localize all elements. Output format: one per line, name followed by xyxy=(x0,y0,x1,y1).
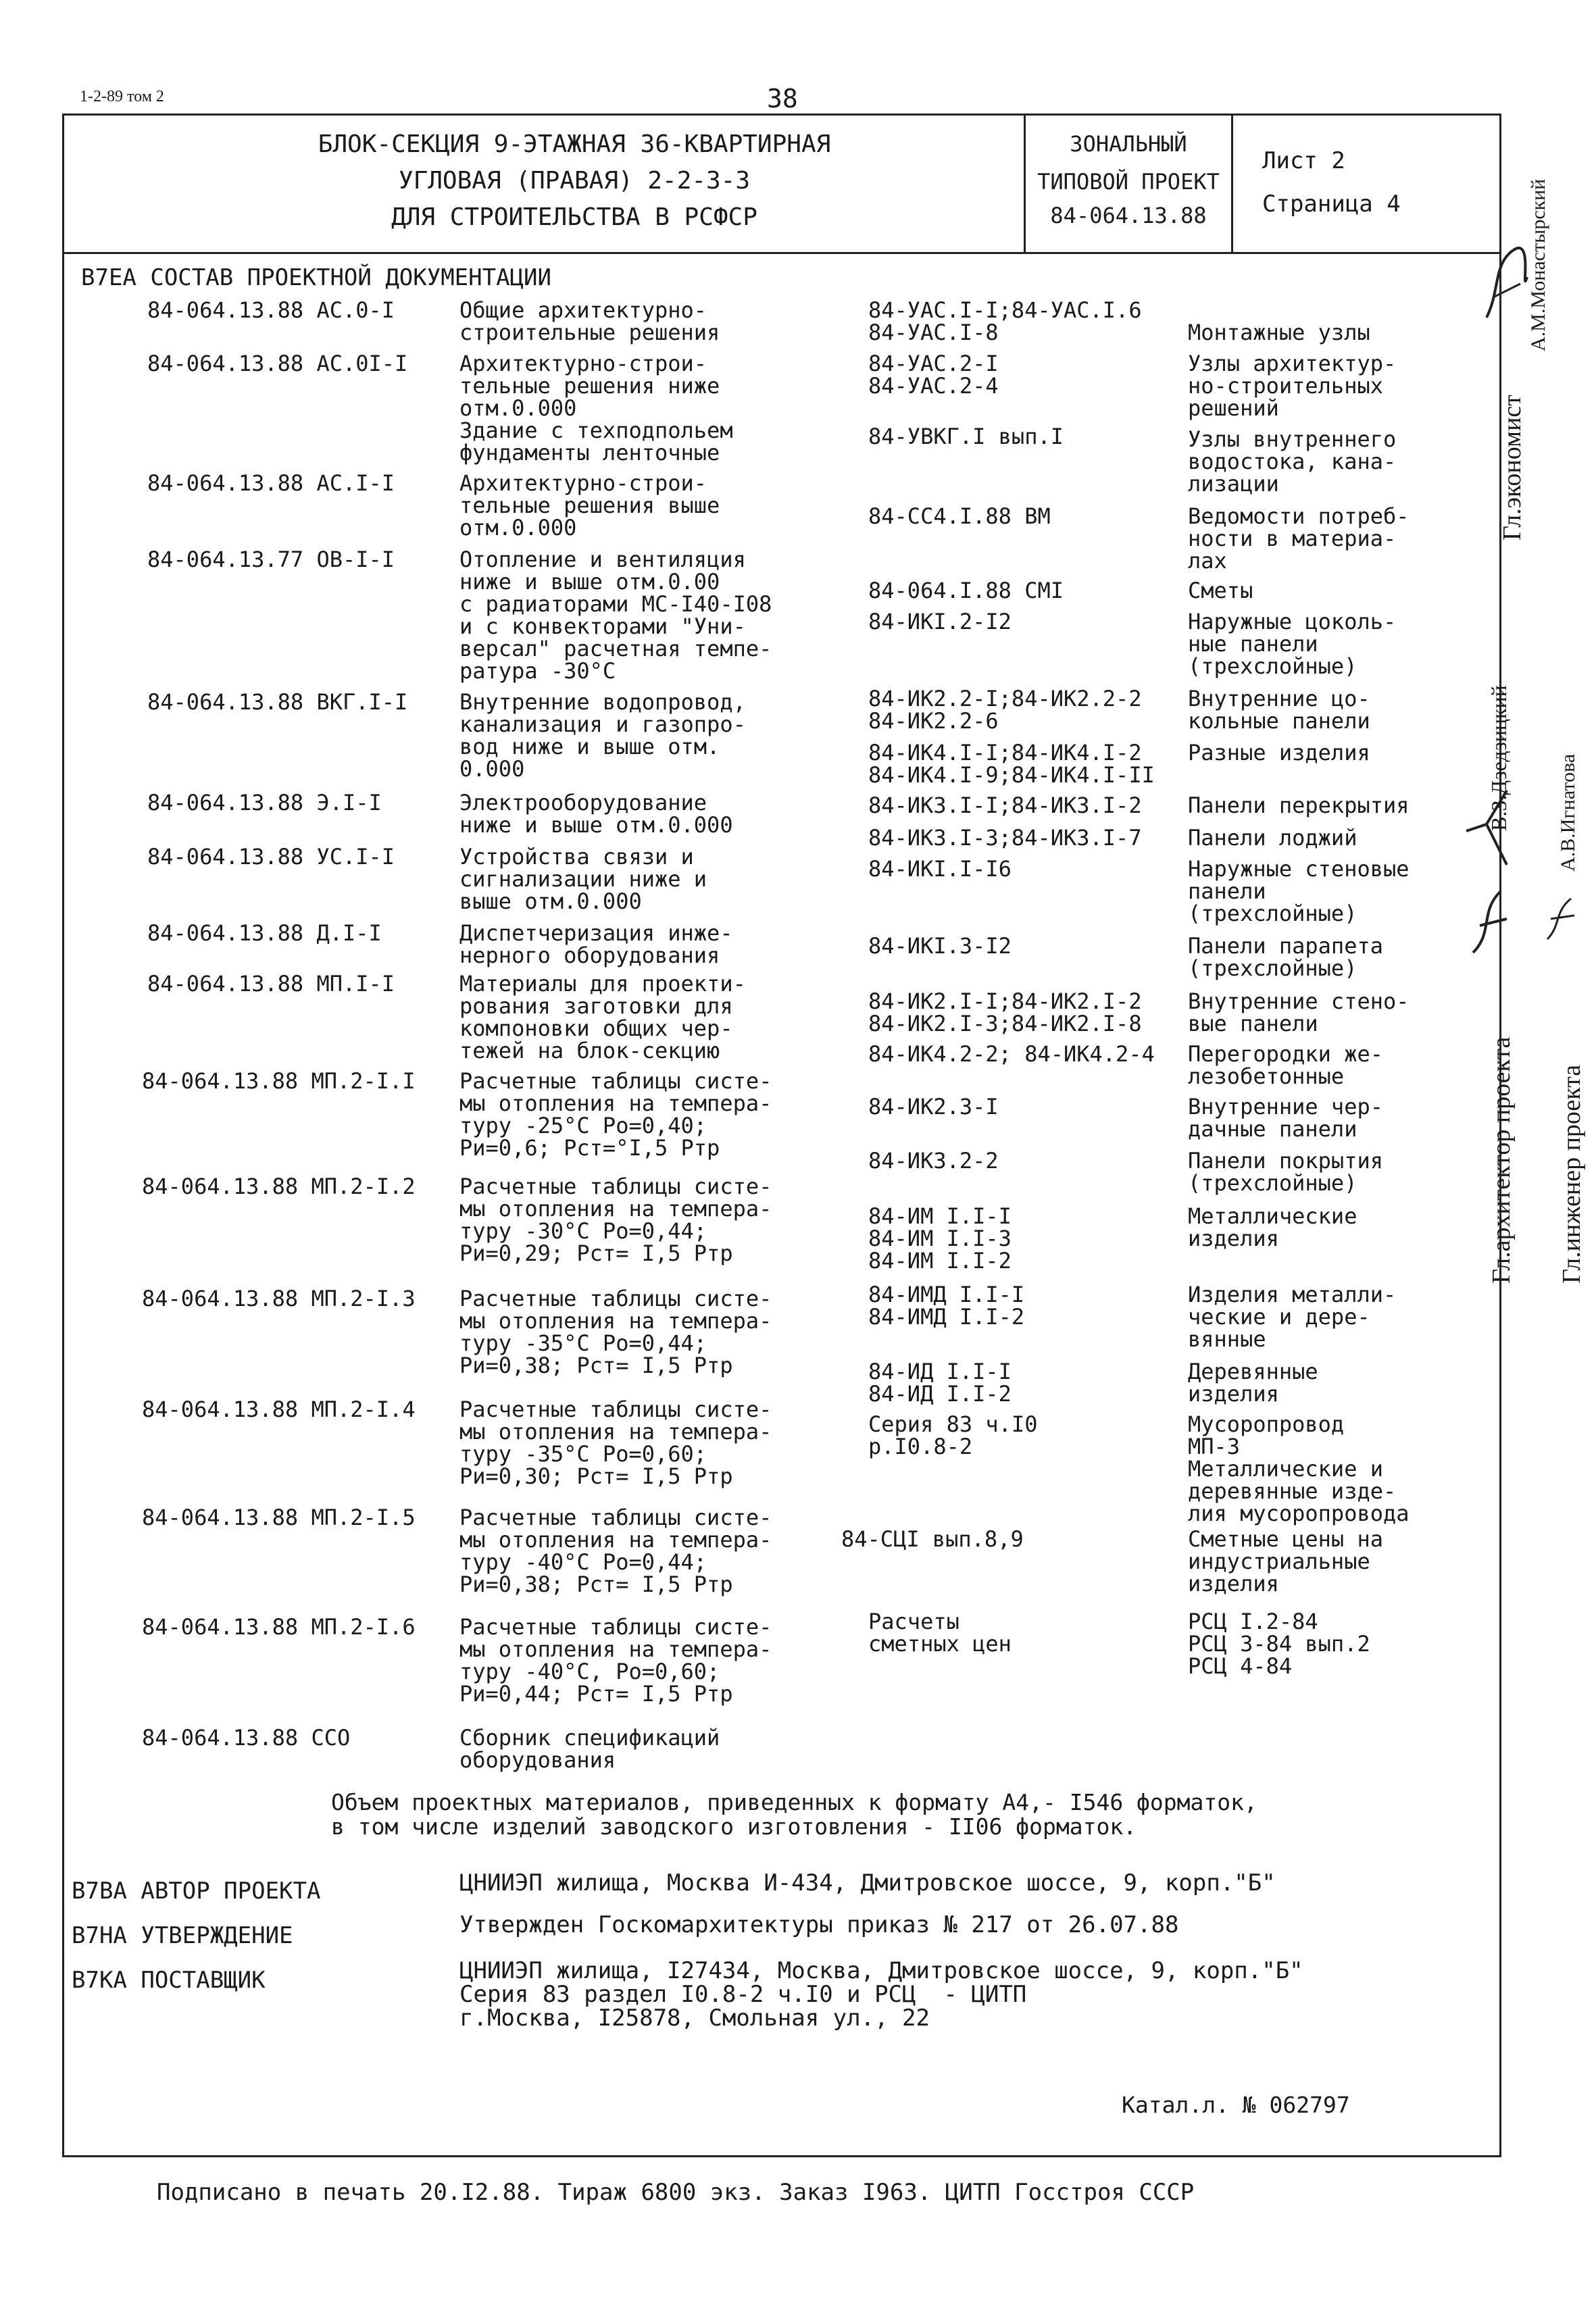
ref-code: 84-ИМ I.I-I 84-ИМ I.I-3 84-ИМ I.I-2 xyxy=(868,1203,1012,1274)
author-label: В7ВА АВТОР ПРОЕКТА xyxy=(72,1878,321,1905)
doc-code: 84-064.13.88 Д.I-I xyxy=(147,920,382,946)
ref-code: 84-ИК4.2-2; 84-ИК4.2-4 xyxy=(868,1041,1155,1067)
doc-desc: Внутренние водопровод, канализация и газопро- вод ниже и выше отм. 0.000 xyxy=(459,689,746,782)
doc-code: 84-064.13.88 УС.I-I xyxy=(147,844,395,870)
doc-code: 84-064.13.88 МП.2-I.2 xyxy=(142,1174,416,1199)
supplier-value: ЦНИИЭП жилища, I27434, Москва, Дмитровское шоссе, 9, корп."Б" Серия 83 раздел I0.8-2 ч.I0 и РСЦ - ЦИТП г.Москва, I25878, Смольная ул., 22 xyxy=(459,1957,1303,2032)
side-name-economist: А.М.Монастырский xyxy=(1527,178,1549,351)
doc-desc: Материалы для проекти- рования заготовки для компоновки общих чер- тежей на блок-секцию xyxy=(459,971,746,1063)
ref-code: 84-ИКI.3-I2 xyxy=(868,933,1012,959)
ref-desc: Монтажные узлы xyxy=(1188,320,1370,345)
ref-code: 84-ИК2.2-I;84-ИК2.2-2 84-ИК2.2-6 xyxy=(868,686,1142,734)
doc-desc: Расчетные таблицы систе- мы отопления на темпера- туру -35°С Ро=0,60; Ри=0,30; Рст= I,5 Ртр xyxy=(459,1397,772,1489)
signature-mark-economist xyxy=(1480,236,1534,331)
doc-desc: Устройства связи и сигнализации ниже и выше отм.0.000 xyxy=(459,844,707,914)
ref-code: 84-ИМД I.I-I 84-ИМД I.I-2 xyxy=(868,1282,1025,1330)
doc-code: 84-064.13.88 МП.2-I.I xyxy=(142,1068,416,1094)
doc-code: 84-064.13.88 МП.2-I.3 xyxy=(142,1286,416,1311)
ref-code: 84-УАС.I-I;84-УАС.I.6 84-УАС.I-8 xyxy=(868,297,1142,345)
doc-desc: Расчетные таблицы систе- мы отопления на темпера- туру -25°С Ро=0,40; Ри=0,6; Рст=°I,5 Ртр xyxy=(459,1068,772,1161)
doc-code: 84-064.13.88 МП.I-I xyxy=(147,971,395,997)
sheet-label: Лист 2 xyxy=(1262,147,1345,174)
project-line-1: ЗОНАЛЬНЫЙ xyxy=(1070,131,1187,157)
ref-desc: Наружные цоколь- ные панели (трехслойные) xyxy=(1188,609,1397,679)
doc-code: 84-064.13.88 ССО xyxy=(142,1725,351,1751)
ref-code: 84-ИКI.2-I2 xyxy=(868,609,1012,634)
ref-code: 84-УАС.2-I 84-УАС.2-4 xyxy=(868,351,999,399)
signature-mark-architect-2 xyxy=(1466,885,1514,959)
doc-desc: Сборник спецификаций оборудования xyxy=(459,1725,720,1773)
project-line-2: ТИПОВОЙ ПРОЕКТ xyxy=(1037,169,1220,195)
catalog-number: Катал.л. № 062797 xyxy=(1122,2092,1350,2118)
ref-code: 84-ИК3.I-I;84-ИК3.I-2 xyxy=(868,793,1142,818)
side-role-economist: Гл.экономист xyxy=(1498,395,1526,540)
header-title-line-1: БЛОК-СЕКЦИЯ 9-ЭТАЖНАЯ 36-КВАРТИРНАЯ xyxy=(318,130,831,158)
ref-desc: Внутренние стено- вые панели xyxy=(1188,988,1410,1036)
ref-desc: Перегородки же- лезобетонные xyxy=(1188,1041,1383,1089)
ref-code: Серия 83 ч.I0 р.I0.8-2 xyxy=(868,1411,1038,1459)
ref-code: 84-ИК4.I-I;84-ИК4.I-2 84-ИК4.I-9;84-ИК4.I-II xyxy=(868,740,1155,788)
ref-desc: Панели перекрытия xyxy=(1188,793,1410,818)
ref-code: 84-ИК3.I-3;84-ИК3.I-7 xyxy=(868,825,1142,851)
ref-desc: Сметные цены на индустриальные изделия xyxy=(1188,1526,1383,1596)
doc-code: 84-064.13.77 ОВ-I-I xyxy=(147,547,395,572)
corner-reference: 1-2-89 том 2 xyxy=(80,88,164,105)
approval-value: Утвержден Госкомархитектуры приказ № 217 от 26.07.88 xyxy=(459,1911,1179,1938)
page-label: Страница 4 xyxy=(1262,191,1401,218)
ref-desc: Панели парапета (трехслойные) xyxy=(1188,933,1383,981)
doc-code: 84-064.13.88 АС.0-I xyxy=(147,297,395,323)
ref-code: Расчеты сметных цен xyxy=(868,1609,1012,1657)
side-role-architect: Гл.архитектор проекта xyxy=(1487,1036,1516,1284)
doc-code: 84-064.13.88 МП.2-I.5 xyxy=(142,1505,416,1530)
ref-desc: Узлы архитектур- но-строительных решений xyxy=(1188,351,1397,421)
header-divider xyxy=(62,252,1501,254)
approval-label: В7НА УТВЕРЖДЕНИЕ xyxy=(72,1922,293,1949)
ref-desc: Мусоропровод МП-3 Металлические и деревянные изде- лия мусоропровода xyxy=(1188,1411,1410,1526)
doc-desc: Архитектурно-строи- тельные решения ниже отм.0.000 Здание с техподпольем фундаменты ленточные xyxy=(459,351,733,466)
ref-code: 84-064.I.88 СМI xyxy=(868,578,1064,603)
ref-code: 84-СЦI вып.8,9 xyxy=(841,1526,1024,1552)
signature-mark-engineer xyxy=(1541,892,1581,946)
doc-desc: Расчетные таблицы систе- мы отопления на темпера- туру -30°С Ро=0,44; Ри=0,29; Рст= I,5 Ртр xyxy=(459,1174,772,1266)
ref-desc: Изделия металли- ческие и дере- вянные xyxy=(1188,1282,1397,1352)
footer-imprint: Подписано в печать 20.I2.88. Тираж 6800 экз. Заказ I963. ЦИТП Госстроя СССР xyxy=(157,2179,1195,2206)
doc-code: 84-064.13.88 АС.I-I xyxy=(147,470,395,496)
ref-desc: РСЦ I.2-84 РСЦ 3-84 вып.2 РСЦ 4-84 xyxy=(1188,1609,1370,1679)
doc-code: 84-064.13.88 АС.0I-I xyxy=(147,351,408,376)
ref-code: 84-УВКГ.I вып.I xyxy=(868,424,1064,449)
section-title: В7ЕА СОСТАВ ПРОЕКТНОЙ ДОКУМЕНТАЦИИ xyxy=(81,264,551,291)
ref-desc: Металлические изделия xyxy=(1188,1203,1357,1251)
ref-code: 84-ИКI.I-I6 xyxy=(868,856,1012,882)
ref-desc: Панели покрытия (трехслойные) xyxy=(1188,1148,1383,1196)
ref-code: 84-СС4.I.88 ВМ xyxy=(868,503,1051,529)
ref-desc: Деревянные изделия xyxy=(1188,1359,1318,1407)
supplier-label: В7КА ПОСТАВЩИК xyxy=(72,1967,266,1994)
ref-code: 84-ИК2.I-I;84-ИК2.I-2 84-ИК2.I-3;84-ИК2.I-8 xyxy=(868,988,1142,1036)
doc-desc: Архитектурно-строи- тельные решения выше отм.0.000 xyxy=(459,470,720,540)
doc-code: 84-064.13.88 МП.2-I.6 xyxy=(142,1614,416,1640)
ref-desc: Внутренние чер- дачные панели xyxy=(1188,1094,1383,1142)
doc-desc: Общие архитектурно- строительные решения xyxy=(459,297,720,345)
ref-desc: Внутренние цо- кольные панели xyxy=(1188,686,1370,734)
doc-desc: Расчетные таблицы систе- мы отопления на темпера- туру -40°С, Ро=0,60; Ри=0,44; Рст= I,5 Ртр xyxy=(459,1614,772,1707)
doc-code: 84-064.13.88 МП.2-I.4 xyxy=(142,1397,416,1422)
project-line-3: 84-064.13.88 xyxy=(1050,203,1207,228)
side-name-architect: В.З.Дзедзицкий xyxy=(1487,685,1511,831)
signature-mark-architect xyxy=(1460,784,1520,878)
ref-desc: Разные изделия xyxy=(1188,740,1370,765)
header-vsep-2 xyxy=(1231,114,1233,253)
ref-desc: Наружные стеновые панели (трехслойные) xyxy=(1188,856,1410,926)
volume-note: Объем проектных материалов, приведенных к формату А4,- I546 форматок, в том числе изделий заводского изготовления - II06 форматок. xyxy=(331,1789,1257,1840)
ref-code: 84-ИК3.2-2 xyxy=(868,1148,999,1174)
header-title-line-2: УГЛОВАЯ (ПРАВАЯ) 2-2-3-3 xyxy=(398,167,751,195)
header-title-line-3: ДЛЯ СТРОИТЕЛЬСТВА В РСФСР xyxy=(391,203,757,231)
doc-desc: Отопление и вентиляция ниже и выше отм.0.00 с радиаторами МС-I40-I08 и с конвекторами "Уни- версал" расчетная темпе- ратура -30°С xyxy=(459,547,772,684)
doc-desc: Расчетные таблицы систе- мы отопления на темпера- туру -40°С Ро=0,44; Ри=0,38; Рст= I,5 Ртр xyxy=(459,1505,772,1597)
doc-desc: Электрооборудование ниже и выше отм.0.000 xyxy=(459,790,733,838)
doc-code: 84-064.13.88 ВКГ.I-I xyxy=(147,689,408,715)
ref-code: 84-ИК2.3-I xyxy=(868,1094,999,1120)
ref-desc: Узлы внутреннего водостока, кана- лизации xyxy=(1188,426,1397,497)
ref-code: 84-ИД I.I-I 84-ИД I.I-2 xyxy=(868,1359,1012,1407)
page-number: 38 xyxy=(767,84,798,114)
ref-desc: Панели лоджий xyxy=(1188,825,1357,851)
doc-code: 84-064.13.88 Э.I-I xyxy=(147,790,382,815)
side-name-engineer: А.В.Игнатова xyxy=(1557,753,1579,872)
side-role-engineer: Гл.инженер проекта xyxy=(1557,1064,1586,1284)
header-vsep-1 xyxy=(1024,114,1026,253)
doc-desc: Расчетные таблицы систе- мы отопления на темпера- туру -35°С Ро=0,44; Ри=0,38; Рст= I,5 Ртр xyxy=(459,1286,772,1378)
author-value: ЦНИИЭП жилища, Москва И-434, Дмитровское шоссе, 9, корп."Б" xyxy=(459,1869,1276,1896)
ref-desc: Сметы xyxy=(1188,578,1253,603)
ref-desc: Ведомости потреб- ности в материа- лах xyxy=(1188,503,1410,574)
doc-desc: Диспетчеризация инже- нерного оборудования xyxy=(459,920,733,968)
